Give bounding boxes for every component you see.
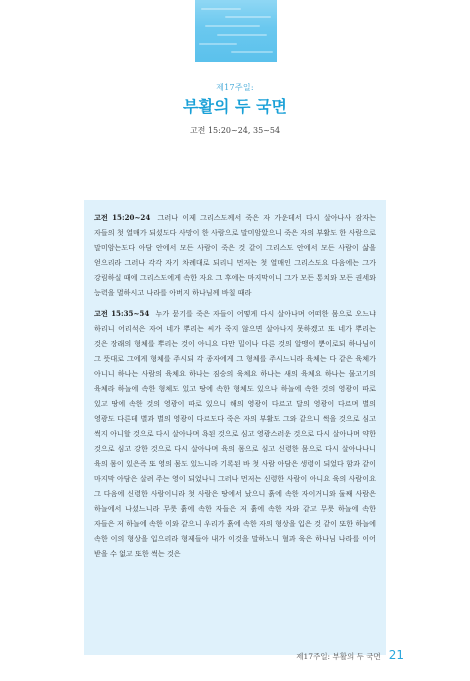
- scripture-reference: 고전 15:20~24, 35~54: [189, 126, 281, 135]
- header-banner-image: [195, 0, 277, 62]
- page-number: 21: [388, 648, 404, 662]
- page-footer: [296, 648, 404, 662]
- banner-texture-stroke: [205, 25, 260, 27]
- passage-paragraph: [94, 306, 376, 561]
- passage-text: 누가 묻기를 죽은 자들이 어떻게 다시 살아나며 어떠한 몸으로 오느냐 하리니 어리석은 자여 네가 뿌리는 씨가 죽지 않으면 살아나지 못하겠고 또 네가 뿌리는 것은 장래의 형체를 뿌리는 것이 아니요 다만 밀이나 다른 것의 알맹이 뿐이로되 하나님이 그 뜻대로 그에게 형체를 주시되 각 종자에게 그 형체를 주시느니라 육체는 다 같은 육체가 아니니 하나는 사람의 육체요 하나는 짐승의 육체요 하나는 새의 육체요 하나는 물고기의 육체라 하늘에 속한 형체도 있고 땅에 속한 형체도 있으나 하늘에 속한 것의 영광이 따로 있고 땅에 속한 것의 영광이 따로 있으니 해의 영광이 다르고 달의 영광이 다르며 별의 영광도 다른데 별과 별의 영광이 다르도다 죽은 자의 부활도 그와 같으니 썩을 것으로 심고 썩지 아니할 것으로 다시 살아나며 욕된 것으로 심고 영광스러운 것으로 다시 살아나며 약한 것으로 심고 강한 것으로 다시 살아나며 육의 몸으로 심고 신령한 몸으로 다시 살아나나니 육의 몸이 있은즉 또 영의 몸도 있느니라 기록된 바 첫 사람 아담은 생령이 되었다 함과 같이 마지막 아담은 살려 주는 영이 되었나니 그러나 먼저는 신령한 사람이 아니요 육의 사람이요 그 다음에 신령한 사람이니라 첫 사람은 땅에서 났으니 흙에 속한 자이거니와 둘째 사람은 하늘에서 나셨느니라 무릇 흙에 속한 자들은 저 흙에 속한 자와 같고 무릇 하늘에 속한 자들은 저 하늘에 속한 이와 같으니 우리가 흙에 속한 자의 형상을 입은 것 같이 또한 하늘에 속한 이의 형상을 입으리라 형제들아 내가 이것을 말하노니 혈과 육은 하나님 나라를 이어 받을 수 없고 또한 썩는 것은: [94, 309, 376, 558]
- banner-texture-stroke: [231, 51, 273, 53]
- banner-texture-stroke: [225, 16, 271, 18]
- banner-texture-stroke: [199, 43, 237, 45]
- passage-reference: 고전 15:20~24: [94, 213, 151, 222]
- passage-reference: 고전 15:35~54: [94, 309, 150, 318]
- banner-texture-stroke: [201, 8, 241, 10]
- week-label: 제17주일:: [216, 83, 254, 92]
- scripture-passage-box: [84, 200, 386, 655]
- passage-paragraph: [94, 210, 376, 300]
- banner-texture-stroke: [217, 34, 267, 36]
- page-title: 부활의 두 국면: [183, 97, 287, 116]
- passage-text: 그러나 이제 그리스도께서 죽은 자 가운데서 다시 살아나사 잠자는 자들의 첫 열매가 되셨도다 사망이 한 사람으로 말미암았으니 죽은 자의 부활도 한 사람으로 말미암는도다 아담 안에서 모든 사람이 죽은 것 같이 그리스도 안에서 모든 사람이 삶을 얻으리라 그러나 각각 자기 차례대로 되리니 먼저는 첫 열매인 그리스도요 다음에는 그가 강림하실 때에 그리스도에게 속한 자요 그 후에는 마지막이니 그가 모든 통치와 모든 권세와 능력을 멸하시고 나라를 아버지 하나님께 바칠 때라: [94, 213, 376, 297]
- running-title: 제17주일: 부활의 두 국면: [296, 652, 381, 661]
